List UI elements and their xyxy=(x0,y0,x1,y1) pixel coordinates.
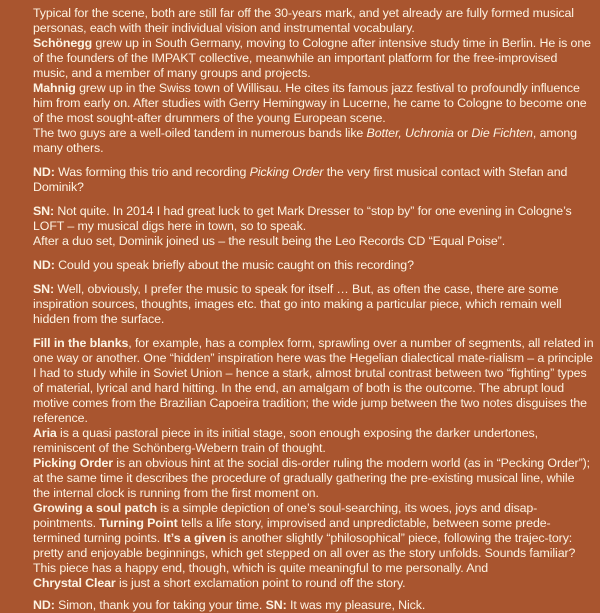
mahnig-name: Mahnig xyxy=(33,81,76,95)
track-title: Aria xyxy=(33,426,57,440)
speaker-nd: ND: xyxy=(33,598,55,612)
intro-paragraph: Typical for the scene, both are still far off the 30-years mark, and yet already are fully formed musical personas, each with their individual vision and instrumental vocabulary. Schönegg grew up in South Germany, moving to Cologne after intensive study time in Berlin. He is one of the founders of the IMPAKT collective, meanwhile an important platform for the free-improvised music, and a member of many groups and projects. Mahnig grew up in the Swiss town of Willisau. He cites its famous jazz festival to profoundly influence him from early on. After studies with Gerry Hemingway in Lucerne, he came to Cologne to become one of the most sought-after drummers of the young European scene. The two guys are a well-oiled tandem in numerous bands like Botter, Uchronia or Die Fichten, among many others. xyxy=(33,6,591,155)
speaker-nd: ND: xyxy=(33,165,55,179)
track-descriptions: Fill in the blanks, for example, has a complex form, sprawling over a number of segments, all related in one way or another. One “hidden” inspiration here was the Hegelian dialectical mate-rialism – a principle I had to study while in Soviet Union – hence a stark, almost brutal contrast between two “fighting” types of material, lyrical and hard hitting. In the end, an amalgam of both is the outcome. The abrupt loud motive comes from the Brazilian Capoeira tradition; the wide jump between the two notes disguises the reference. Aria is a quasi pastoral piece in its initial stage, soon enough exposing the darker undertones, reminiscent of the Schönberg-Webern train of thought. Picking Order is an obvious hint at the social dis-order ruling the modern world (as in “Pecking Order”); at the same time it describes the procedure of gradually gathering the pre-existing musical line, while the internal clock is running from the first moment on. Growing a soul patch is a simple depiction of one’s soul-searching, its woes, joys and disap-pointments. Turning Point tells a life story, improvised and unpredictable, between some prede-termined turning points. It’s a given is another slightly “philosophical” piece, following the trajec-tory: pretty and enjoyable beginnings, which get stepped on all over as the story unfolds. Sounds familiar? This piece has a happy end, though, which is quite meaningful to me personally. And Chrystal Clear is just a short exclamation point to round off the story. xyxy=(33,336,594,590)
speaker-sn: SN: xyxy=(33,204,55,218)
track-title: Chrystal Clear xyxy=(33,576,116,590)
track-title: Picking Order xyxy=(33,456,113,470)
speaker-sn: SN: xyxy=(265,598,287,612)
question-2: ND: Could you speak briefly about the music caught on this recording? xyxy=(33,258,414,272)
speaker-nd: ND: xyxy=(33,258,55,272)
schoenegg-name: Schönegg xyxy=(33,36,93,50)
closing-line: ND: Simon, thank you for taking your time. SN: It was my pleasure, Nick. xyxy=(33,598,426,612)
band-names: Botter, Uchronia xyxy=(366,126,454,140)
track-title: Growing a soul patch xyxy=(33,501,157,515)
answer-1: SN: Not quite. In 2014 I had great luck to get Mark Dresser to “stop by” for one evening in Cologne’s LOFT – my musical digs here in town, so to speak. After a duo set, Dominik joined us – the result being the Leo Records CD “Equal Poise”. xyxy=(33,204,572,248)
answer-2: SN: Well, obviously, I prefer the music to speak for itself … But, as often the case, there are some inspiration sources, thoughts, images etc. that go into making a particular piece, which remain well hidden from the surface. xyxy=(33,282,562,326)
speaker-sn: SN: xyxy=(33,282,55,296)
question-1: ND: Was forming this trio and recording Picking Order the very first musical contact with Stefan and Dominik? xyxy=(33,165,568,194)
track-title: Turning Point xyxy=(99,516,178,530)
album-title: Picking Order xyxy=(249,165,324,179)
track-title: Fill in the blanks xyxy=(33,336,129,350)
track-title: It’s a given xyxy=(163,531,226,545)
band-name: Die Fichten xyxy=(471,126,533,140)
